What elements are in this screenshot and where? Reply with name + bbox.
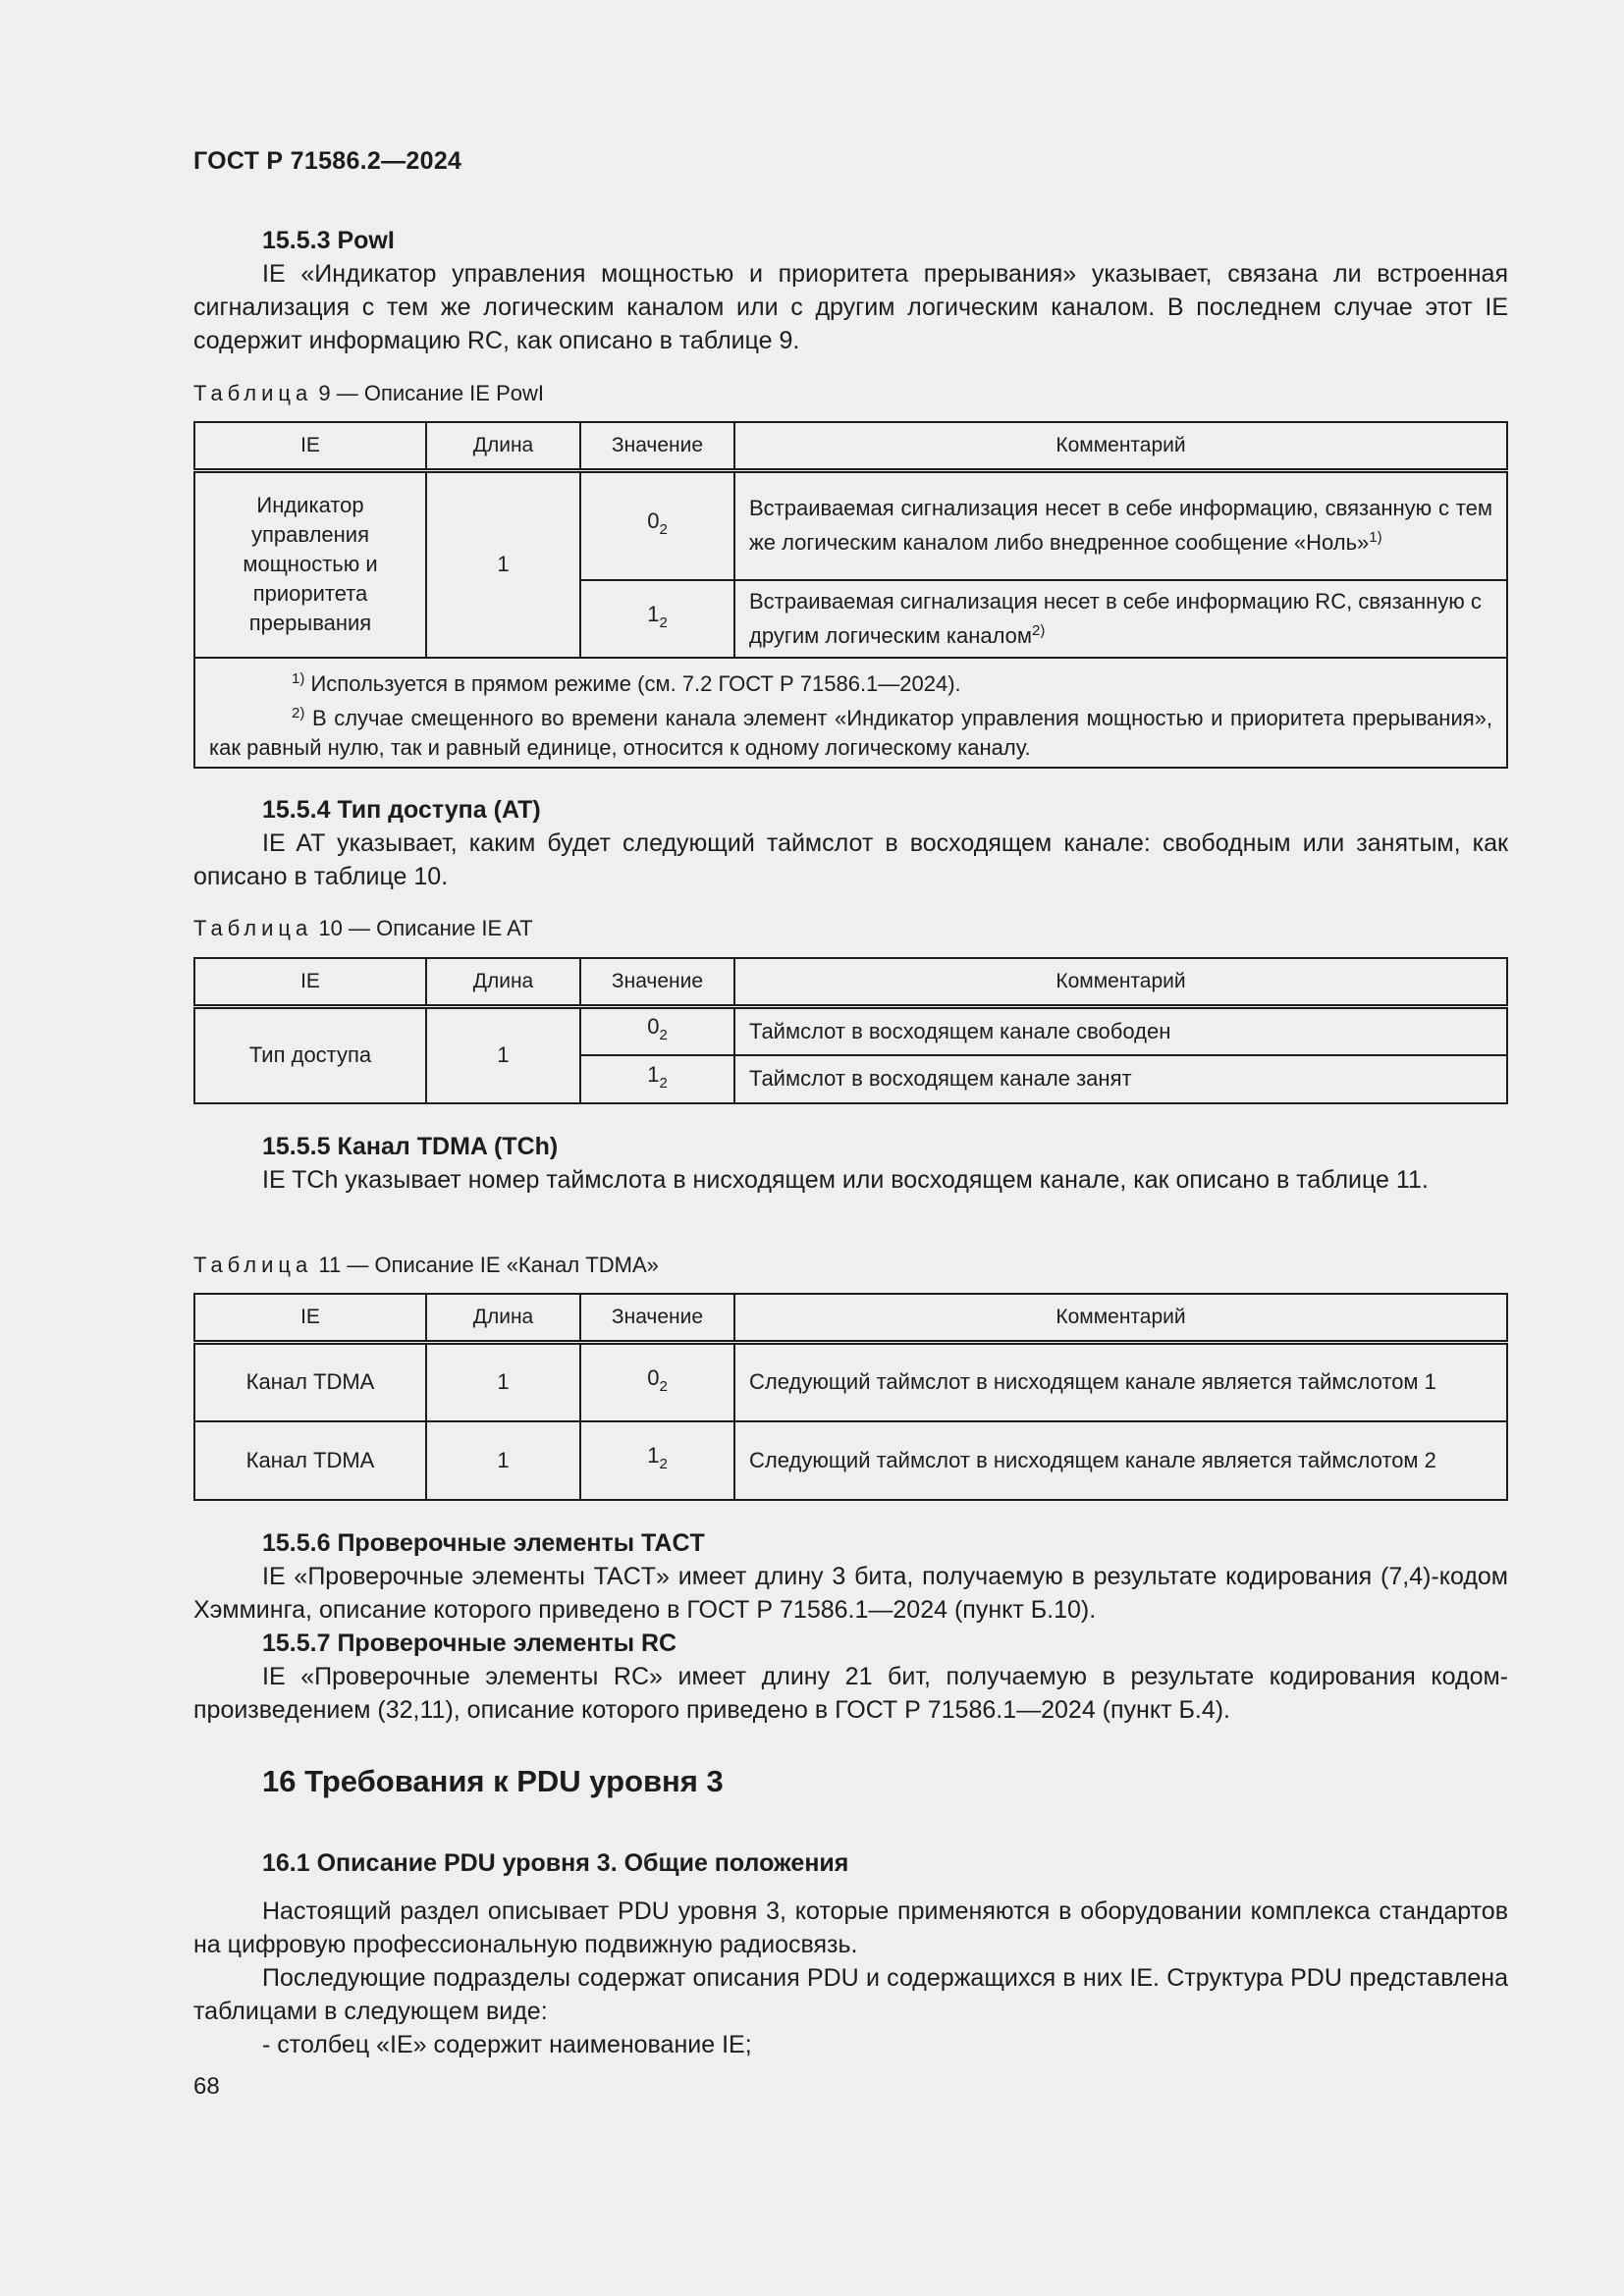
ie-cell: Тип доступа xyxy=(194,1007,426,1103)
length-cell: 1 xyxy=(426,1421,580,1500)
paragraph: Настоящий раздел описывает PDU уровня 3, которые применяются в оборудовании комплекса стандартов на цифровую профессиональную подвижную радиосвязь. xyxy=(193,1897,1508,1958)
ie-cell: Канал TDMA xyxy=(194,1421,426,1500)
comment-cell: Таймслот в восходящем канале занят xyxy=(734,1055,1507,1103)
value-cell: $1_2$ xyxy=(580,1421,734,1500)
table-9 xyxy=(193,421,1508,769)
length-cell: 1 xyxy=(426,471,580,658)
column-header: IE xyxy=(194,422,426,471)
document-header: ГОСТ Р 71586.2—2024 xyxy=(193,147,462,175)
section-title: 15.5.7 Проверочные элементы RC xyxy=(262,1629,677,1657)
table-9-caption: Таблица 9 — Описание IE PowI xyxy=(193,381,544,405)
ie-cell: Индикатор управления мощностью и приоритета прерывания xyxy=(194,471,426,658)
paragraph: IE «Проверочные элементы RC» имеет длину 21 бит, получаемую в результате кодирования кодом-произведением (32,11), описание которого приведено в ГОСТ Р 71586.1—2024 (пункт Б.4). xyxy=(193,1663,1508,1724)
comment-cell: Встраиваемая сигнализация несет в себе информацию RC, связанную с другим логическим каналом$^{2)}$ xyxy=(734,580,1507,658)
paragraph: IE AT указывает, каким будет следующий таймслот в восходящем канале: свободным или занятым, как описано в таблице 10. xyxy=(193,829,1508,890)
column-header: Длина xyxy=(426,1294,580,1343)
subsection-title: 16.1 Описание PDU уровня 3. Общие положения xyxy=(262,1849,849,1877)
column-header: Комментарий xyxy=(734,422,1507,471)
section-15-5-3 xyxy=(193,224,1508,357)
section-15-5-5 xyxy=(193,1130,1508,1197)
value-cell: $0_2$ xyxy=(580,1007,734,1055)
footnote: $^{2)}$ В случае смещенного во времени канала элемент «Индикатор управления мощностью и приоритета прерывания», как равный нулю, так и равный единице, относится к одному логическому каналу. xyxy=(209,704,1492,760)
column-header: Длина xyxy=(426,422,580,471)
section-15-5-6 xyxy=(193,1526,1508,1727)
column-header: Комментарий xyxy=(734,1294,1507,1343)
chapter-title: 16 Требования к PDU уровня 3 xyxy=(262,1764,724,1798)
paragraph: Последующие подразделы содержат описания PDU и содержащихся в них IE. Структура PDU представлена таблицами в следующем виде: xyxy=(193,1964,1508,2025)
length-cell: 1 xyxy=(426,1007,580,1103)
table-10 xyxy=(193,957,1508,1104)
column-header: Длина xyxy=(426,958,580,1007)
table-footnotes xyxy=(194,658,1507,768)
column-header: Комментарий xyxy=(734,958,1507,1007)
column-header: Значение xyxy=(580,1294,734,1343)
comment-cell: Таймслот в восходящем канале свободен xyxy=(734,1007,1507,1055)
comment-cell: Встраиваемая сигнализация несет в себе информацию, связанную с тем же логическим каналом либо внедренное сообщение «Ноль»$^{1)}$ xyxy=(734,471,1507,580)
section-15-5-4 xyxy=(193,793,1508,893)
list-item: - столбец «IE» содержит наименование IE; xyxy=(262,2031,752,2058)
comment-cell: Следующий таймслот в нисходящем канале является таймслотом 2 xyxy=(734,1421,1507,1500)
column-header: IE xyxy=(194,1294,426,1343)
table-11 xyxy=(193,1293,1508,1501)
table-10-caption: Таблица 10 — Описание IE AT xyxy=(193,916,533,940)
value-cell: $1_2$ xyxy=(580,1055,734,1103)
section-title: 15.5.5 Канал TDMA (TCh) xyxy=(262,1133,559,1160)
table-11-caption: Таблица 11 — Описание IE «Канал TDMA» xyxy=(193,1253,659,1277)
value-cell: $0_2$ xyxy=(580,1343,734,1421)
section-title: 15.5.4 Тип доступа (AT) xyxy=(262,796,541,824)
value-cell: $1_2$ xyxy=(580,580,734,658)
footnote: $^{1)}$ Используется в прямом режиме (см. 7.2 ГОСТ Р 71586.1—2024). xyxy=(292,669,961,696)
table-row xyxy=(194,1343,1507,1421)
section-16-1-body xyxy=(193,1895,1508,2061)
page-number: 68 xyxy=(193,2073,220,2100)
comment-cell: Следующий таймслот в нисходящем канале является таймслотом 1 xyxy=(734,1343,1507,1421)
table-row xyxy=(194,1421,1507,1500)
section-title: 15.5.3 PowI xyxy=(262,227,395,254)
column-header: Значение xyxy=(580,958,734,1007)
table-row xyxy=(194,471,1507,580)
column-header: Значение xyxy=(580,422,734,471)
value-cell: $0_2$ xyxy=(580,471,734,580)
section-title: 15.5.6 Проверочные элементы TACT xyxy=(262,1529,705,1557)
table-row xyxy=(194,1007,1507,1055)
length-cell: 1 xyxy=(426,1343,580,1421)
paragraph: IE «Проверочные элементы TACT» имеет длину 3 бита, получаемую в результате кодирования (7,4)-кодом Хэмминга, описание которого приведено в ГОСТ Р 71586.1—2024 (пункт Б.10). xyxy=(193,1563,1508,1624)
column-header: IE xyxy=(194,958,426,1007)
ie-cell: Канал TDMA xyxy=(194,1343,426,1421)
paragraph: IE «Индикатор управления мощностью и приоритета прерывания» указывает, связана ли встроенная сигнализация с тем же логическим каналом или с другим логическим каналом. В последнем случае этот IE содержит информацию RC, как описано в таблице 9. xyxy=(193,260,1508,354)
paragraph: IE TCh указывает номер таймслота в нисходящем или восходящем канале, как описано в таблице 11. xyxy=(262,1166,1429,1194)
